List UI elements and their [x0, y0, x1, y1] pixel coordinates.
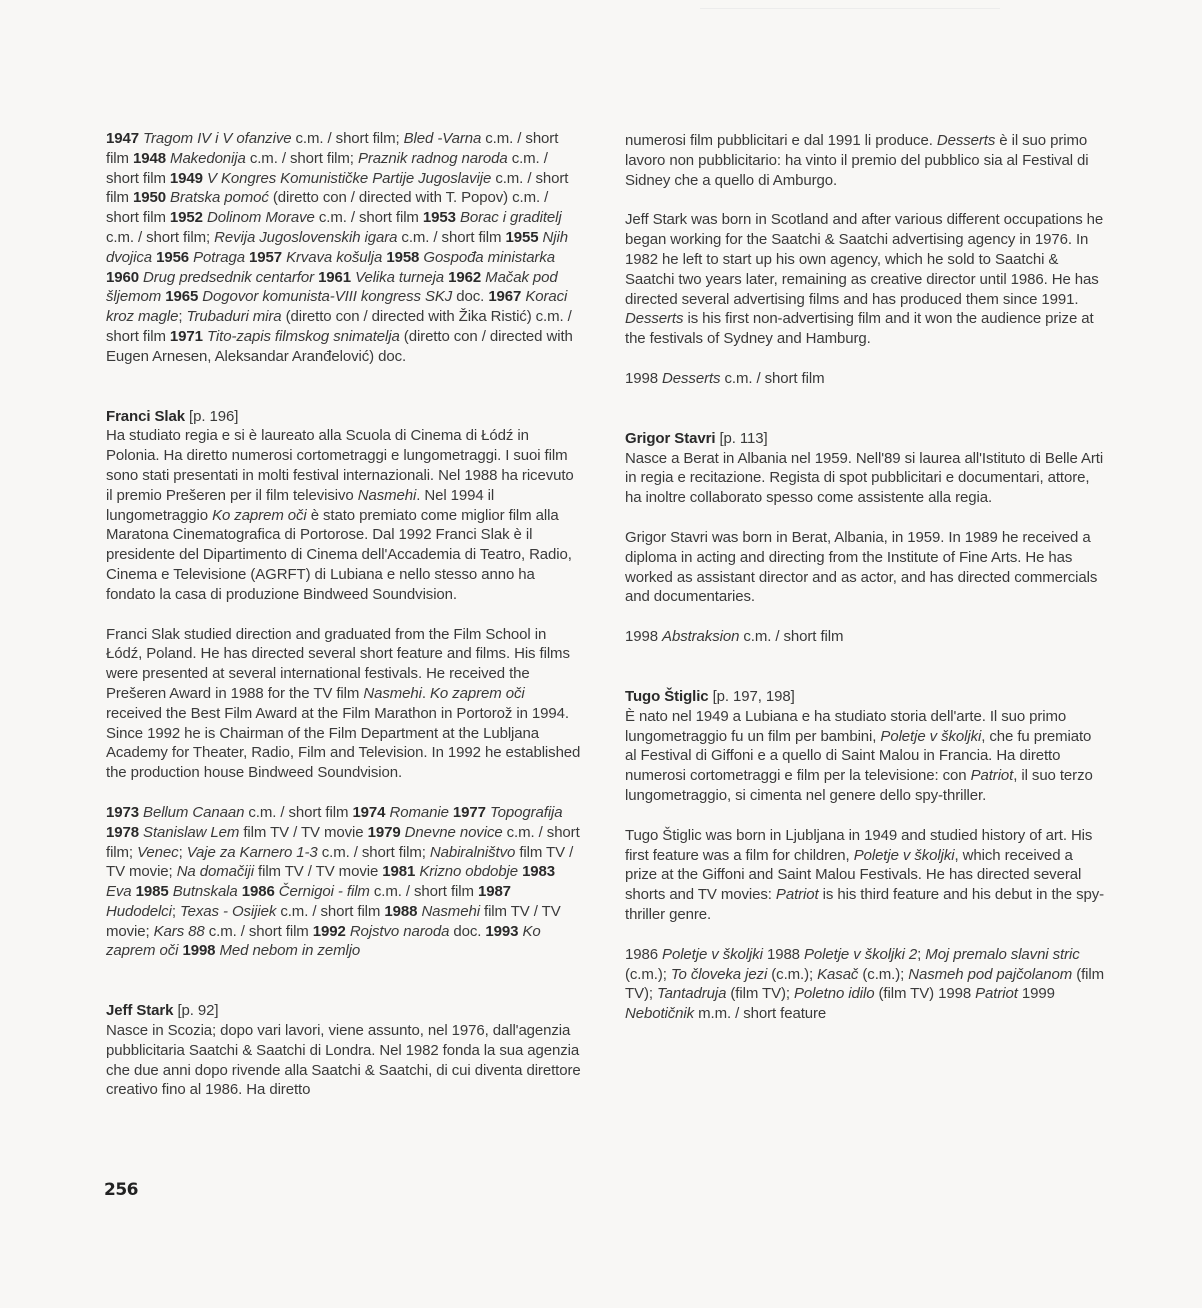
- text-run: doc.: [449, 922, 486, 940]
- text-run: ;: [178, 843, 187, 861]
- page-reference: [p. 196]: [184, 407, 239, 425]
- text-run: c.m. / short film: [397, 228, 506, 246]
- film-title: Kasač: [817, 965, 859, 983]
- text-run: Tugo Štiglic was born in Ljubljana in 1949 and studied history of art. His first feature was a film for children,: [625, 826, 1093, 864]
- film-title: Hudodelci: [106, 902, 172, 920]
- film-year: 1992: [312, 922, 350, 940]
- film-year: 1949: [169, 169, 207, 187]
- text-run: c.m. / short film: [106, 149, 548, 187]
- text-run: c.m. / short film;: [245, 149, 358, 167]
- film-year: 1962: [448, 268, 486, 286]
- text-run: film TV / TV movie: [239, 823, 368, 841]
- film-title: Patriot: [775, 886, 819, 904]
- film-title: Tito-zapis filmskog snimatelja: [206, 327, 400, 345]
- film-title: Dnevne novice: [404, 823, 503, 841]
- filmography: [106, 803, 584, 961]
- film-title: Revija Jugoslovenskih igara: [214, 228, 398, 246]
- film-title: Krizno obdobje: [419, 863, 518, 881]
- text-run: Jeff Stark was born in Scotland and after various different occupations he began working for the Saatchi & Saatchi advertising agency in 1976. In 1982 he left to start up his own agency, which he sold to Saatchi & Saatchi two years later, remaining as creative director until 1986. He has directed several advertising films and has produced them since 1991.: [625, 211, 1104, 308]
- text-run: is his third feature and his debut in the spy-thriller genre.: [625, 886, 1105, 923]
- entry-grigor-stavri: [625, 429, 1105, 647]
- film-title: V Kongres Komunističke Partije Jugoslavije: [206, 169, 492, 187]
- page-reference: [p. 197, 198]: [708, 687, 795, 705]
- text-run: c.m. / short film: [106, 130, 559, 167]
- film-title: Poletje v školjki 2: [804, 945, 918, 963]
- text-run: ;: [171, 902, 180, 920]
- text-run: 1998: [625, 369, 663, 387]
- film-title: Drug predsednik centarfor: [143, 268, 314, 286]
- entry-tugo-stiglic: [625, 687, 1105, 1024]
- film-title: Nasmehi: [357, 486, 417, 504]
- film-title: Vaje za Karnero 1-3: [186, 843, 318, 861]
- text-run: film TV / TV movie;: [106, 843, 574, 881]
- text-run: doc.: [452, 288, 489, 306]
- film-title: Makedonija: [170, 149, 246, 167]
- text-run: (diretto con / directed with Žika Ristić) c.m. / short film: [106, 308, 572, 345]
- bio-english: [625, 210, 1105, 349]
- film-year: 1950: [133, 189, 171, 207]
- film-title: Černigoi - film: [278, 883, 370, 901]
- film-title: Rojstvo naroda: [349, 922, 450, 940]
- film-title: Eva: [106, 883, 132, 901]
- bio-italian: [625, 707, 1105, 806]
- film-year: 1998: [182, 942, 220, 960]
- film-title: Mačak pod šljemom: [106, 268, 558, 306]
- film-title: Venec: [137, 843, 179, 861]
- text-run: , il suo terzo lungometraggio, si cimenta nel genere dello spy-thriller.: [625, 767, 1093, 804]
- film-title: Krvava košulja: [286, 248, 383, 266]
- entry-name: Franci Slak: [106, 407, 185, 425]
- filmography: [625, 945, 1105, 1024]
- film-title: Topografija: [489, 803, 563, 821]
- entry-name: Jeff Stark: [106, 1002, 174, 1020]
- text-run: (c.m.);: [625, 965, 671, 983]
- film-year: 1977: [452, 803, 490, 821]
- entry-jeff-stark: [106, 1001, 584, 1100]
- film-title: To človeka jezi: [670, 965, 768, 983]
- text-run: Franci Slak studied direction and graduated from the Film School in Łódź, Poland. He has directed several short feature and films. His films were presented at several international festivals. He received the Prešeren Award in 1988 for the TV film: [106, 625, 570, 702]
- film-title: Desserts: [625, 310, 684, 328]
- film-title: Nasmehi: [363, 684, 422, 702]
- film-title: Desserts: [662, 369, 721, 387]
- film-title: Abstraksion: [662, 628, 740, 646]
- text-run: c.m. / short film;: [106, 228, 215, 246]
- film-year: 1956: [156, 248, 194, 266]
- film-title: Texas - Osijiek: [179, 902, 277, 920]
- film-title: Ko zaprem oči: [106, 922, 541, 960]
- text-run: ;: [917, 945, 926, 963]
- text-run: 1988: [762, 945, 804, 963]
- film-year: 1961: [318, 268, 356, 286]
- film-year: 1960: [106, 268, 144, 286]
- film-year: 1973: [106, 803, 144, 821]
- film-year: 1967: [488, 288, 526, 306]
- text-run: (film TV);: [625, 965, 1105, 1003]
- film-year: 1986: [241, 883, 279, 901]
- film-title: Poletno idilo: [794, 985, 875, 1003]
- film-year: 1987: [477, 883, 511, 901]
- text-run: m.m. / short feature: [694, 1005, 827, 1023]
- film-title: Nabiralništvo: [429, 843, 516, 861]
- text-run: (c.m.);: [767, 965, 818, 983]
- entry-name: Tugo Štiglic: [625, 687, 709, 705]
- film-year: 1952: [169, 209, 207, 227]
- text-run: è il suo primo lavoro non pubblicitario: ha vinto il premio del pubblico sia al Festival di Sidney che a quello di Amburgo.: [625, 132, 1089, 189]
- film-year: 1988: [384, 902, 422, 920]
- film-year: 1978: [106, 823, 144, 841]
- text-run: , che fu premiato al Festival di Giffoni e a quello di Saint Malou in Francia. Ha diretto numerosi cortometraggi e film per la televisione: con: [625, 727, 1092, 785]
- film-title: Velika turneja: [355, 268, 445, 286]
- page-number: 256: [104, 1180, 138, 1200]
- bio-italian-continued: [625, 131, 1105, 190]
- film-year: 1985: [135, 883, 173, 901]
- film-year: 1955: [505, 228, 543, 246]
- entry-franci-slak: [106, 407, 584, 962]
- scan-edge-line: [700, 8, 1000, 9]
- right-column: [625, 131, 1105, 1024]
- text-run: c.m. / short film;: [317, 843, 430, 861]
- page-reference: [p. 113]: [715, 429, 768, 447]
- text-run: c.m. / short film: [106, 169, 569, 207]
- text-run: Grigor Stavri was born in Berat, Albania, in 1959. In 1989 he received a diploma in acting and directing from the Institute of Fine Arts. He has worked as assistant director and as actor, and has directed commercials and documentaries.: [625, 528, 1098, 606]
- text-run: (film TV) 1998: [874, 985, 976, 1003]
- text-run: Nasce in Scozia; dopo vari lavori, viene assunto, nel 1976, dall'agenzia pubblicitaria Saatchi & Saatchi di Londra. Nel 1982 fonda la sua agenzia che due anni dopo rivende alla Saatchi & Saatchi, di cui diventa direttore creativo fino al 1986. Ha diretto: [106, 1022, 581, 1099]
- left-column: [106, 129, 584, 1100]
- bio-italian: [625, 449, 1105, 508]
- text-run: È nato nel 1949 a Lubiana e ha studiato storia dell'arte. Il suo primo lungometraggio fu un film per bambini,: [625, 707, 1067, 745]
- film-title: Ko zaprem oči: [212, 506, 307, 524]
- text-run: . Nel 1994 il lungometraggio: [106, 486, 495, 524]
- film-title: Tantadruja: [657, 985, 727, 1003]
- film-year: 1979: [367, 823, 405, 841]
- film-title: Praznik radnog naroda: [357, 149, 508, 167]
- film-title: Bled -Varna: [403, 130, 482, 147]
- film-title: Nasmehi: [421, 902, 480, 920]
- film-title: Stanislaw Lem: [143, 823, 240, 841]
- text-run: Nasce a Berat in Albania nel 1959. Nell'89 si laurea all'Istituto di Belle Arti in regia e recitazione. Regista di spot pubblicitari e documentari, attore, ha inoltre collaborato spesso come assistente alla regia.: [625, 449, 1104, 507]
- entry-name: Grigor Stavri: [625, 429, 716, 447]
- bio-english: [106, 625, 584, 783]
- text-run: .: [421, 684, 430, 702]
- bio-italian: [106, 426, 584, 604]
- film-title: Desserts: [936, 132, 996, 149]
- text-run: c.m. / short film: [276, 902, 385, 920]
- film-title: Dogovor komunista-VIII kongress SKJ: [202, 288, 453, 306]
- text-run: (c.m.);: [858, 965, 909, 983]
- text-run: c.m. / short film: [739, 628, 844, 646]
- text-run: c.m. / short film;: [106, 823, 580, 861]
- text-run: (diretto con / directed with T. Popov) c.m. / short film: [106, 189, 549, 227]
- film-year: 1981: [382, 863, 420, 881]
- film-title: Koraci kroz magle: [106, 288, 568, 326]
- text-run: 1986: [625, 945, 663, 963]
- film-year: 1965: [165, 288, 203, 306]
- film-title: Kars 88: [153, 922, 205, 940]
- film-year: 1953: [422, 209, 460, 227]
- film-title: Borac i graditelj: [459, 209, 562, 227]
- filmography-intro: [106, 129, 584, 367]
- film-title: Poletje v školjki: [853, 846, 955, 864]
- text-run: , which received a prize at the Giffoni and Saint Malou Festivals. He has directed several shorts and TV movies:: [625, 846, 1082, 904]
- text-run: (film TV);: [726, 985, 795, 1003]
- text-run: è stato premiato come miglior film alla Maratona Cinematografica di Portorose. Dal 1992 Franci Slak è il presidente del Dipartimento di Cinema dell'Accademia di Teatro, Radio, Cinema e Televisione (AGRFT) di Lubiana e nello stesso anno ha fondato la casa di produzione Bindweed Soundvision.: [106, 506, 572, 603]
- film-year: 1993: [485, 922, 523, 940]
- bio-english: [625, 826, 1105, 925]
- film-title: Poletje v školjki: [662, 945, 763, 963]
- film-title: Tragom IV i V ofanzive: [143, 130, 292, 147]
- text-run: 1999: [1017, 985, 1055, 1003]
- text-run: c.m. / short film;: [291, 130, 404, 147]
- film-year: 1947: [106, 130, 144, 147]
- film-year: 1958: [386, 248, 424, 266]
- film-title: Med nebom in zemljo: [219, 942, 361, 960]
- film-title: Ko zaprem oči: [430, 684, 525, 702]
- film-title: Patriot: [970, 767, 1014, 785]
- film-title: Bratska pomoć: [170, 189, 269, 207]
- text-run: (diretto con / directed with Eugen Arnesen, Aleksandar Aranđelović) doc.: [106, 327, 573, 365]
- film-title: Njih dvojica: [106, 228, 568, 266]
- text-run: film TV / TV movie: [253, 863, 383, 881]
- text-run: 1998: [625, 628, 663, 646]
- film-title: Nebotičnik: [625, 1005, 695, 1023]
- text-run: c.m. / short film: [204, 922, 313, 940]
- text-run: c.m. / short film: [720, 369, 825, 387]
- film-title: Bellum Canaan: [143, 803, 245, 821]
- text-run: film TV / TV movie;: [106, 902, 561, 940]
- filmography: [625, 369, 1105, 389]
- film-title: Moj premalo slavni stric: [925, 945, 1080, 963]
- filmography: [625, 627, 1105, 647]
- bio-english: [625, 528, 1105, 607]
- film-year: 1983: [522, 863, 556, 881]
- film-year: 1957: [249, 248, 287, 266]
- film-title: Potraga: [193, 248, 245, 266]
- entry-jeff-stark-continued: [625, 131, 1105, 389]
- film-title: Gospođa ministarka: [423, 248, 555, 266]
- text-run: c.m. / short film: [314, 209, 423, 227]
- text-run: numerosi film pubblicitari e dal 1991 li produce.: [625, 132, 937, 149]
- text-run: is his first non-advertising film and it won the audience prize at the festivals of Sydney and Hamburg.: [625, 310, 1094, 348]
- film-title: Trubaduri mira: [186, 308, 282, 326]
- film-year: 1971: [169, 327, 207, 345]
- film-year: 1948: [133, 149, 171, 167]
- film-year: 1974: [352, 803, 390, 821]
- text-run: c.m. / short film: [369, 883, 478, 901]
- film-title: Butnskala: [172, 883, 238, 901]
- film-title: Nasmeh pod pajčolanom: [908, 965, 1073, 983]
- film-title: Dolinom Morave: [206, 209, 315, 227]
- bio-italian: [106, 1021, 584, 1100]
- text-run: received the Best Film Award at the Film Marathon in Portorož in 1994. Since 1992 he is Chairman of the Film Department at the Lubljana Academy for Theater, Radio, Film and Television. In 1992 he established the production house Bindweed Soundvision.: [106, 704, 581, 782]
- text-run: ;: [178, 308, 187, 326]
- film-title: Na domačiji: [176, 863, 254, 881]
- film-title: Patriot: [975, 985, 1018, 1003]
- page-reference: [p. 92]: [173, 1002, 219, 1020]
- film-title: Poletje v školjki: [880, 727, 982, 745]
- film-title: Romanie: [389, 803, 449, 821]
- text-run: c.m. / short film: [244, 803, 353, 821]
- text-run: Ha studiato regia e si è laureato alla Scuola di Cinema di Łódź in Polonia. Ha diretto numerosi cortometraggi e lungometraggi. I suoi film sono stati presentati in molti festival internazionali. Nel 1988 ha ricevuto il premio Prešeren per il film televisivo: [106, 427, 574, 504]
